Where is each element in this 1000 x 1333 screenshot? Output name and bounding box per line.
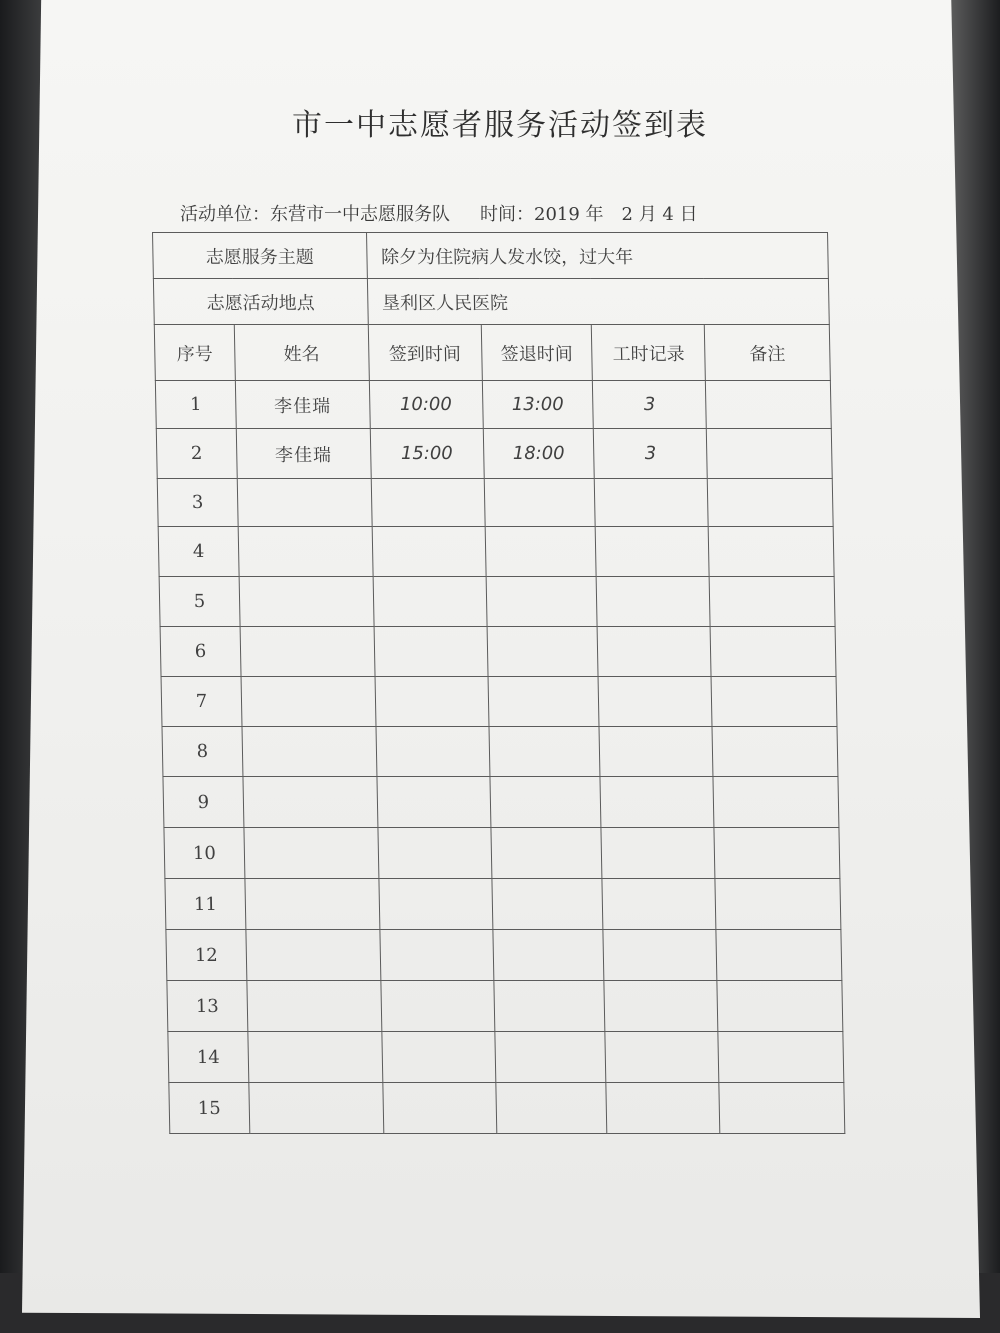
table-row [164,828,840,879]
checkout-time [493,981,605,1032]
unit-label: 活动单位： [180,204,270,225]
form-title: 市一中志愿者服务活动签到表 [292,108,708,143]
row-number: 10 [164,828,245,879]
column-header: 工时记录 [592,325,706,381]
table-row [169,1083,845,1134]
volunteer-name [243,777,378,828]
hours-record [605,1032,719,1083]
checkout-time [489,727,601,777]
checkout-time [490,828,602,879]
row-number: 11 [165,879,246,930]
note-cell [710,627,836,677]
row-number: 1 [155,381,236,429]
note-cell [715,879,841,930]
checkin-time [377,777,491,828]
checkout-time [488,677,600,727]
volunteer-name [240,627,375,677]
checkin-time [380,930,494,981]
hours-record [603,930,717,981]
form-info-line [180,200,698,226]
table-row [168,1032,844,1083]
row-number: 14 [168,1032,249,1083]
checkout-time [487,627,599,677]
table-row [155,381,831,429]
checkin-time: 15:00 [370,429,484,479]
table-row [167,981,843,1032]
table-row [157,479,833,527]
volunteer-name: 李佳瑞 [236,429,371,479]
checkout-time [495,1083,607,1134]
unit-value: 东营市一中志愿服务队 [270,204,450,225]
column-header: 备注 [704,325,830,381]
note-cell [707,479,833,527]
row-number: 13 [167,981,248,1032]
note-cell [714,828,840,879]
row-number: 9 [163,777,244,828]
hours-record [604,981,718,1032]
row-number: 6 [160,627,241,677]
note-cell [706,429,832,479]
hours-record [600,777,714,828]
checkin-time [375,677,489,727]
row-number: 3 [157,479,238,527]
table-row [166,930,842,981]
checkout-time [492,930,604,981]
row-number: 5 [159,577,240,627]
theme-label: 志愿服务主题 [153,233,368,279]
checkin-time [378,828,492,879]
checkin-time [376,727,490,777]
checkout-time [486,577,598,627]
table-row [163,777,839,828]
hours-record [596,527,710,577]
row-number: 15 [169,1083,250,1134]
hours-record [595,479,709,527]
theme-value: 除夕为住院病人发水饺，过大年 [366,233,828,279]
column-header: 姓名 [234,325,369,381]
theme-row [153,233,829,279]
volunteer-name [246,930,381,981]
volunteer-name [239,577,374,627]
column-header: 签到时间 [368,325,482,381]
note-cell [712,727,838,777]
volunteer-name [244,828,379,879]
location-row [153,279,829,325]
table-row [161,677,837,727]
checkout-time [494,1032,606,1083]
hours-record: 3 [594,429,708,479]
hours-record [599,727,713,777]
volunteer-name [249,1083,384,1134]
table-row [156,429,832,479]
note-cell [709,577,835,627]
table-row [159,577,835,627]
checkin-time [374,627,488,677]
note-cell [719,1083,845,1134]
hours-record [602,879,716,930]
table-row [165,879,841,930]
row-number: 12 [166,930,247,981]
note-cell [718,1032,844,1083]
checkin-time [381,1032,495,1083]
table-row [162,727,838,777]
checkin-time [371,479,485,527]
table-body [155,381,844,1134]
volunteer-name: 李佳瑞 [235,381,370,429]
checkin-time: 10:00 [369,381,483,429]
note-cell [708,527,834,577]
checkout-time [489,777,601,828]
note-cell [711,677,837,727]
hours-record [601,828,715,879]
hours-record [597,577,711,627]
hours-record [598,677,712,727]
volunteer-name [237,479,372,527]
row-number: 2 [156,429,237,479]
note-cell [717,981,843,1032]
row-number: 8 [162,727,243,777]
column-header: 序号 [154,325,235,381]
checkout-time [485,527,597,577]
checkout-time [491,879,603,930]
checkin-time [379,879,493,930]
checkin-time [381,981,495,1032]
note-cell [706,381,832,429]
date-value: 2019 年 2 月 4 日 [534,204,698,225]
table-row [160,627,836,677]
column-header-row [154,325,830,381]
checkin-time [373,577,487,627]
hours-record: 3 [593,381,707,429]
location-label: 志愿活动地点 [153,279,368,325]
hours-record [597,627,711,677]
column-header: 签退时间 [481,325,593,381]
checkin-time [382,1083,496,1134]
checkout-time: 18:00 [483,429,595,479]
volunteer-name [247,981,382,1032]
table-row [158,527,834,577]
checkin-time [372,527,486,577]
volunteer-name [248,1032,383,1083]
checkout-time [484,479,596,527]
volunteer-name [242,727,377,777]
volunteer-name [238,527,373,577]
note-cell [713,777,839,828]
checkout-time: 13:00 [482,381,594,429]
signin-table [152,232,845,1134]
hours-record [606,1083,720,1134]
row-number: 7 [161,677,242,727]
volunteer-name [241,677,376,727]
time-label: 时间： [480,204,534,225]
volunteer-name [245,879,380,930]
row-number: 4 [158,527,239,577]
location-value: 垦利区人民医院 [367,279,829,325]
note-cell [716,930,842,981]
